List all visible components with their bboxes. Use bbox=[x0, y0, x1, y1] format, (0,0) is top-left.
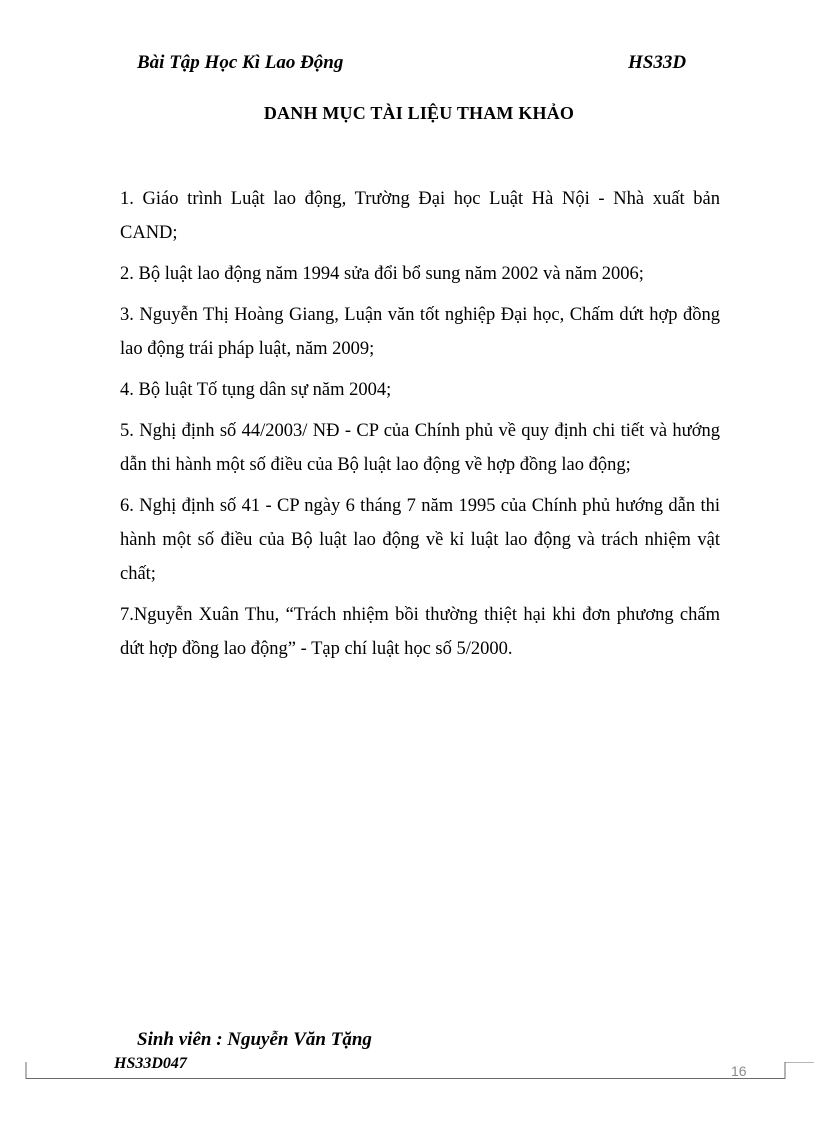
header-title: Bài Tập Học Kì Lao Động bbox=[137, 52, 344, 73]
page-number: 16 bbox=[731, 1063, 747, 1079]
reference-item-6: 6. Nghị định số 41 - CP ngày 6 tháng 7 năm 1995 của Chính phủ hướng dẫn thi hành một số điều của Bộ luật lao động về kỉ luật lao động và trách nhiệm vật chất; bbox=[120, 496, 720, 584]
reference-list bbox=[120, 182, 720, 673]
reference-item-4: 4. Bộ luật Tố tụng dân sự năm 2004; bbox=[120, 380, 392, 400]
reference-item-7: 7.Nguyễn Xuân Thu, “Trách nhiệm bồi thường thiệt hại khi đơn phương chấm dứt hợp đồng lao động” - Tạp chí luật học số 5/2000. bbox=[120, 605, 720, 659]
reference-item-2: 2. Bộ luật lao động năm 1994 sửa đổi bổ sung năm 2002 và năm 2006; bbox=[120, 264, 644, 284]
footer-rule bbox=[25, 1062, 815, 1080]
reference-item-5: 5. Nghị định số 44/2003/ NĐ - CP của Chính phủ về quy định chi tiết và hướng dẫn thi hành một số điều của Bộ luật lao động về hợp đồng lao động; bbox=[120, 421, 720, 475]
header-class-code: HS33D bbox=[628, 52, 687, 73]
reference-item-3: 3. Nguyễn Thị Hoàng Giang, Luận văn tốt nghiệp Đại học, Chấm dứt hợp đồng lao động trái pháp luật, năm 2009; bbox=[120, 305, 720, 359]
footer-student-code: HS33D047 bbox=[114, 1055, 187, 1072]
footer-student-name: Sinh viên : Nguyễn Văn Tặng bbox=[137, 1029, 372, 1050]
reference-item-1: 1. Giáo trình Luật lao động, Trường Đại học Luật Hà Nội - Nhà xuất bản CAND; bbox=[120, 189, 720, 243]
page-title: DANH MỤC TÀI LIỆU THAM KHẢO bbox=[263, 103, 575, 123]
footer-rule-graphic bbox=[25, 1062, 815, 1080]
